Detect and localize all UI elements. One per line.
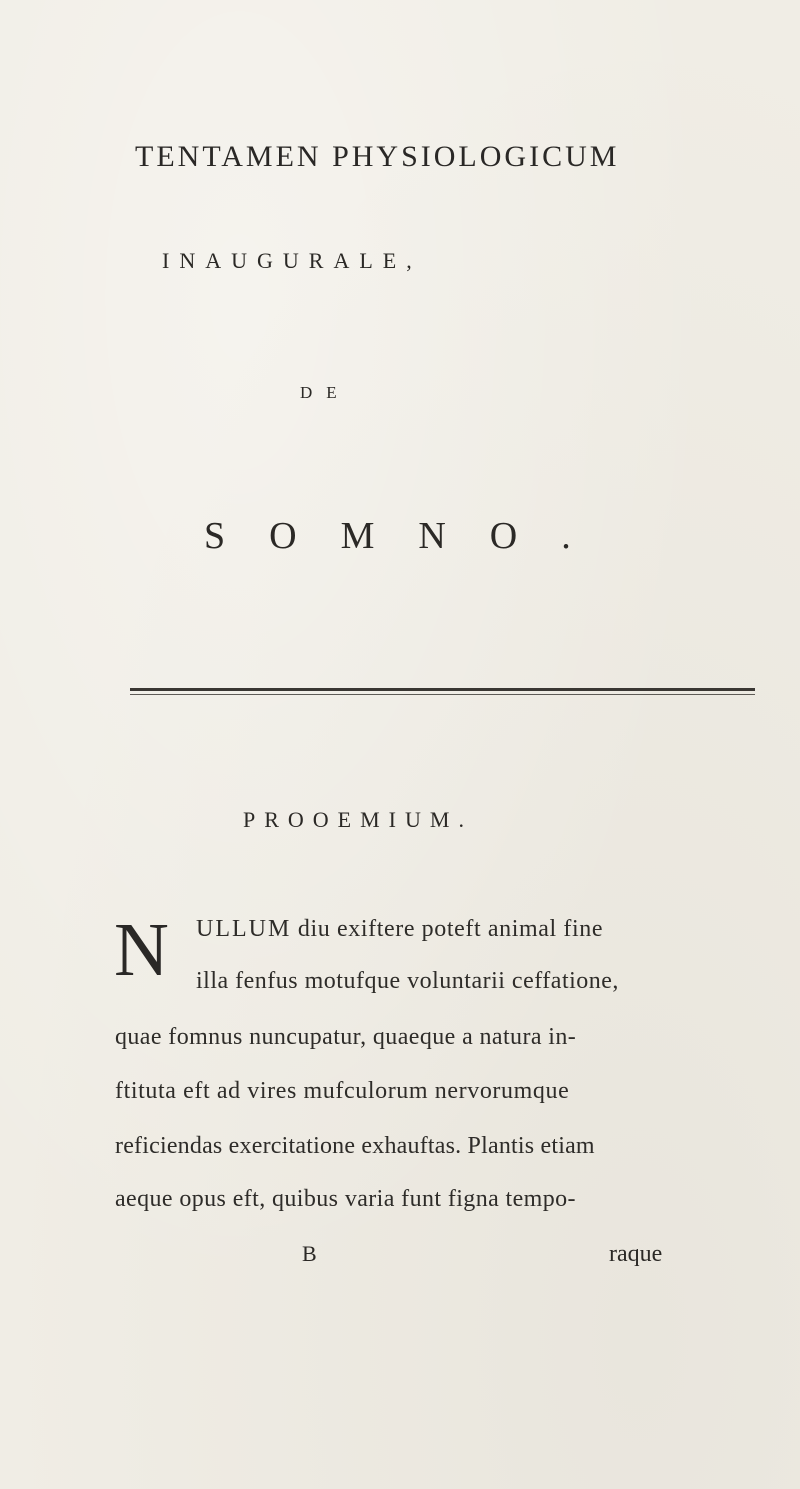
divider-rule-thin — [130, 694, 755, 695]
title-subject: SOMNO. — [204, 515, 615, 557]
drop-cap: N — [114, 908, 169, 992]
body-line-4: ftituta eft ad vires mufculorum nervorumque — [115, 1078, 570, 1104]
body-line-6: aeque opus eft, quibus varia funt figna tempo- — [115, 1186, 576, 1212]
divider-rule-thick — [130, 688, 755, 691]
catchword: raque — [609, 1241, 663, 1267]
signature-mark: B — [302, 1241, 317, 1266]
body-line-1-caps: ULLUM — [196, 916, 292, 942]
document-subtitle: INAUGURALE, — [162, 248, 422, 273]
body-line-5: reficiendas exercitatione exhauftas. Plantis etiam — [115, 1133, 595, 1159]
document-title: TENTAMEN PHYSIOLOGICUM — [135, 140, 620, 173]
body-line-1-rest: diu exiftere poteft animal fine — [291, 916, 604, 942]
section-heading: PROOEMIUM. — [243, 807, 473, 832]
body-line-2: illa fenfus motufque voluntarii ceffatione, — [196, 968, 619, 994]
title-preposition: DE — [300, 383, 351, 402]
body-line-3: quae fomnus nuncupatur, quaeque a natura in- — [115, 1024, 577, 1050]
body-line-1 — [196, 916, 603, 943]
